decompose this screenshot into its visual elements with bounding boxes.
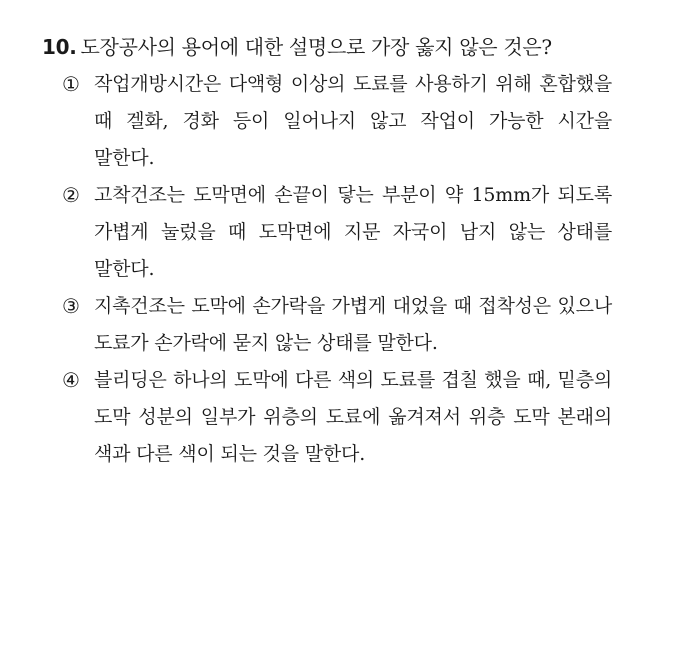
option-1-text: 작업개방시간은 다액형 이상의 도료를 사용하기 위해 혼합했을 때 겔화, 경화 등이 일어나지 않고 작업이 가능한 시간을 말한다. (94, 73, 612, 169)
option-3-mark: ③ (62, 294, 80, 318)
option-2-text: 고착건조는 도막면에 손끝이 닿는 부분이 약 15mm가 되도록 가볍게 눌렀을 때 도막면에 지문 자국이 남지 않는 상태를 말한다. (94, 184, 612, 280)
question-title (42, 30, 662, 64)
option-4 (62, 362, 662, 473)
option-list (42, 66, 662, 473)
question-number: 10. (42, 35, 77, 59)
option-2 (62, 177, 662, 288)
question-block (42, 30, 662, 473)
option-2-mark: ② (62, 183, 80, 207)
option-3-text: 지촉건조는 도막에 손가락을 가볍게 대었을 때 접착성은 있으나 도료가 손가락에 묻지 않는 상태를 말한다. (94, 295, 612, 354)
option-1 (62, 66, 662, 177)
option-3 (62, 288, 662, 362)
option-4-mark: ④ (62, 368, 80, 392)
question-text: 도장공사의 용어에 대한 설명으로 가장 옳지 않은 것은? (80, 35, 552, 59)
option-1-mark: ① (62, 72, 80, 96)
option-4-text: 블리딩은 하나의 도막에 다른 색의 도료를 겹칠 했을 때, 밑층의 도막 성분의 일부가 위층의 도료에 옮겨져서 위층 도막 본래의 색과 다른 색이 되는 것을 말한다. (94, 369, 612, 465)
